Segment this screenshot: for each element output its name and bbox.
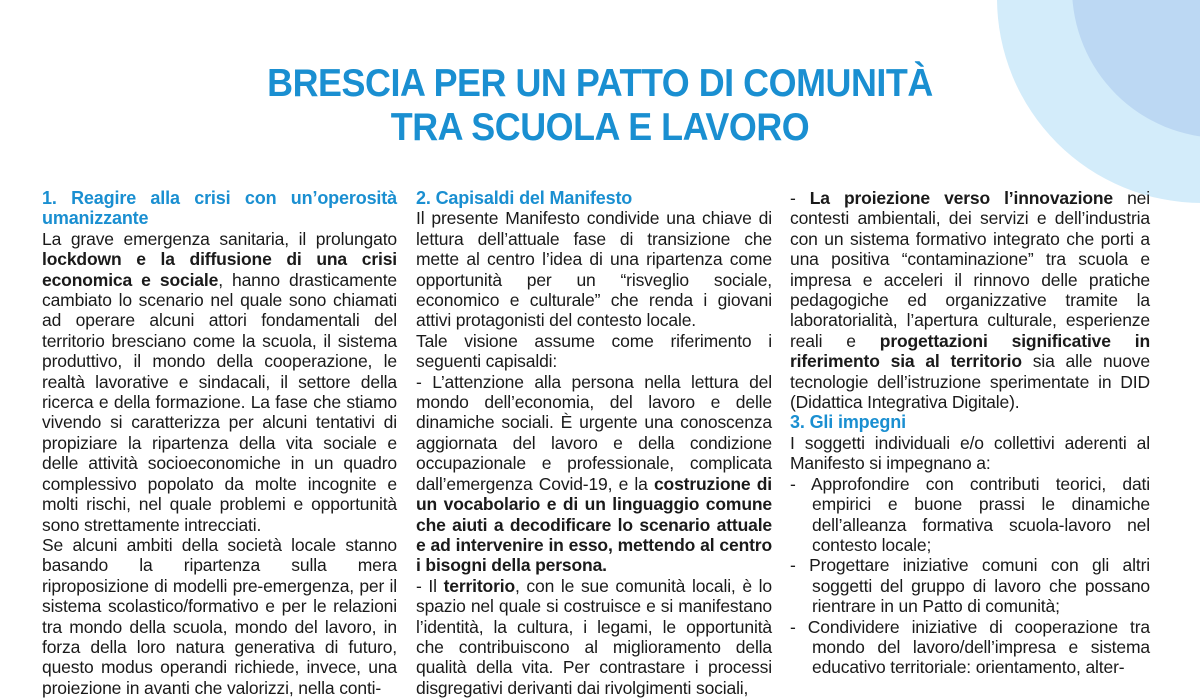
text-run: sia alle nuove tecnologie dell’istruzione sperimentate in DID (Didattica Integrativa Digitale). — [790, 351, 1150, 413]
bold-text-run: lockdown e la diffusione di una crisi economica e sociale — [42, 249, 397, 290]
section-3-heading: 3. Gli impegni — [790, 412, 906, 433]
commitment-item: - Progettare iniziative comuni con gli altri soggetti del gruppo di lavoro che possano rientrare in un Patto di comunità; — [790, 555, 1150, 617]
column-3 — [790, 188, 1150, 678]
text-run: La grave emergenza sanitaria, il prolungato — [42, 228, 397, 249]
section-2-paragraph-2: Tale visione assume come riferimento i seguenti capisaldi: — [416, 330, 772, 372]
section-3-intro: I soggetti individuali e/o collettivi aderenti al Manifesto si impegnano a: — [790, 432, 1150, 474]
bold-text-run: costruzione di un vocabolario e di un linguaggio comune che aiuti a decodificare lo scenario attuale e ad intervenire in esso, mettendo al centro i bisogni della persona. — [416, 473, 772, 576]
text-run: , hanno drasticamente cambiato lo scenario nel quale sono chiamati ad operare alcuni attori fondamentali del territorio bresciano come la scuola, il sistema produttivo, il mondo della cooperazione, le realtà lavorative e sindacali, il settore della ricerca e della formazione. La fase che stiamo vivendo si caratterizza per alcuni tentativi di propiziare la ripartenza della vita sociale e delle attività socioeconomiche in un quadro complessivo popolato da molte incognite e molti rischi, nel quale problemi e opportunità sono strettamente intrecciati. — [42, 269, 398, 535]
section-2-point-person — [416, 372, 772, 576]
bold-text-run: progettazioni significative in riferimento sia al territorio — [790, 330, 1151, 372]
section-1-paragraph-1 — [42, 229, 397, 535]
section-2-point-territory — [416, 576, 772, 698]
bold-text-run: La proiezione verso l’innovazione — [809, 188, 1113, 208]
section-1-paragraph-2: Se alcuni ambiti della società locale stanno basando la ripartenza sulla mera riproposizione di modelli pre-emergenza, per il sistema scolastico/formativo e per le relazioni tra mondo della scuola, mondo del lavoro, in forza della loro natura generativa di futuro, questo modus operandi richiede, invece, una proiezione in avanti che valorizzi, nella conti- — [42, 534, 397, 698]
text-run: - Il — [416, 575, 444, 596]
title-line-1: BRESCIA PER UN PATTO DI COMUNITÀ — [267, 62, 933, 105]
text-run: , con le sue comunità locali, è lo spazio nel quale si costruisce e si manifestano l’identità, la cultura, i legami, le opportunità che contribuiscono al miglioramento della qualità della vita. Per contrastare i processi disgregativi derivanti dai rivolgimenti sociali, — [416, 575, 772, 698]
section-2-paragraph-1: Il presente Manifesto condivide una chiave di lettura dell’attuale fase di transizione che mette al centro l’idea di una ripartenza come opportunità per un “risveglio sociale, economico e culturale” che renda i giovani attivi protagonisti del contesto locale. — [416, 208, 772, 331]
commitment-item: - Condividere iniziative di cooperazione tra mondo del lavoro/dell’impresa e sistema educativo territoriale: orientamento, alter- — [790, 616, 1150, 678]
column-2 — [416, 188, 772, 698]
commitment-item: - Approfondire con contributi teorici, dati empirici e buone prassi le dinamiche dell’alleanza formativa scuola-lavoro nel contesto locale; — [790, 473, 1150, 555]
section-2-heading: 2. Capisaldi del Manifesto — [416, 188, 633, 208]
text-run: - — [790, 188, 810, 208]
title-line-2: TRA SCUOLA E LAVORO — [390, 106, 810, 149]
text-run: nei contesti ambientali, dei servizi e dell’industria con un sistema formativo integrato che porti a una positiva “contaminazione” tra scuola e impresa e acceleri il rinnovo delle pratiche pedagogiche ed organizzative tramite la laboratorialità, l’apertura culturale, esperienze reali e — [790, 188, 1150, 351]
section-2-point-innovation — [790, 188, 1150, 412]
bold-text-run: territorio — [443, 575, 515, 596]
page-title — [48, 62, 1152, 150]
column-1 — [42, 188, 397, 698]
section-1-heading: 1. Reagire alla crisi con un’operosità umanizzante — [42, 188, 397, 229]
text-run: - L’attenzione alla persona nella lettura del mondo dell’economia, del lavoro e delle dinamiche sociali. È urgente una conoscenza aggiornata del lavoro e della condizione occupazionale e professionale, complicata dall’emergenza Covid-19, e la — [416, 371, 772, 494]
